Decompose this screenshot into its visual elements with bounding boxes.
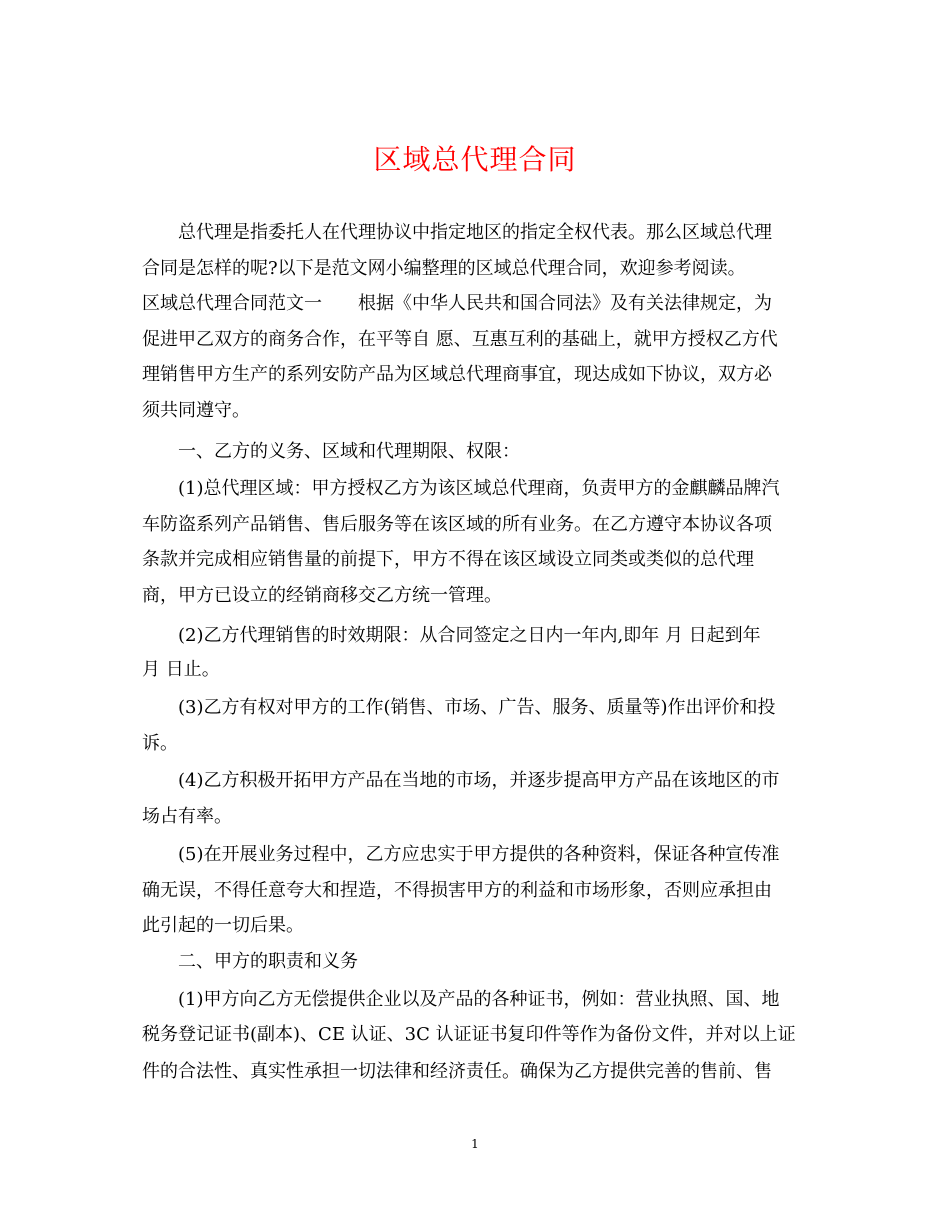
text-line: 车防盗系列产品销售、售后服务等在该区域的所有业务。在乙方遵守本协议各项 xyxy=(142,514,772,535)
text-line: (5)在开展业务过程中，乙方应忠实于甲方提供的各种资料，保证各种宣传准 xyxy=(142,844,780,865)
text-line: 场占有率。 xyxy=(142,806,232,827)
text-line: 区域总代理合同范文一 根据《中华人民共和国合同法》及有关法律规定，为 xyxy=(142,293,772,314)
text-line: 须共同遵守。 xyxy=(142,400,250,421)
section-heading: 一、乙方的义务、区域和代理期限、权限： xyxy=(142,441,520,462)
text-line: 此引起的一切后果。 xyxy=(142,915,304,936)
text-line: (1)甲方向乙方无偿提供企业以及产品的各种证书，例如：营业执照、国、地 xyxy=(142,989,780,1010)
text-line: 件的合法性、真实性承担一切法律和经济责任。确保为乙方提供完善的售前、售 xyxy=(142,1061,772,1082)
page-number: 1 xyxy=(471,1137,479,1151)
text-line: 商，甲方已设立的经销商移交乙方统一管理。 xyxy=(142,585,502,606)
text-line: 促进甲乙双方的商务合作，在平等自 愿、互惠互利的基础上，就甲方授权乙方代 xyxy=(142,329,778,350)
text-line: (3)乙方有权对甲方的工作(销售、市场、广告、服务、质量等)作出评价和投 xyxy=(142,697,776,718)
text-line: 确无误，不得任意夸大和捏造，不得损害甲方的利益和市场形象，否则应承担由 xyxy=(142,880,772,901)
section-heading: 二、甲方的职责和义务 xyxy=(142,951,358,972)
text-line: 总代理是指委托人在代理协议中指定地区的指定全权代表。那么区域总代理 xyxy=(142,222,772,243)
text-line: 合同是怎样的呢?以下是范文网小编整理的区域总代理合同，欢迎参考阅读。 xyxy=(142,258,746,279)
text-line: 理销售甲方生产的系列安防产品为区域总代理商事宜，现达成如下协议，双方必 xyxy=(142,364,772,385)
text-line: 税务登记证书(副本)、CE 认证、3C 认证证书复印件等作为备份文件，并对以上证 xyxy=(142,1024,796,1045)
text-line: 月 日止。 xyxy=(142,659,220,680)
text-line: 条款并完成相应销售量的前提下，甲方不得在该区域设立同类或类似的总代理 xyxy=(142,549,754,570)
text-line: (1)总代理区域：甲方授权乙方为该区域总代理商，负责甲方的金麒麟品牌汽 xyxy=(142,478,780,499)
text-line: 诉。 xyxy=(142,733,178,754)
text-line: (2)乙方代理销售的时效期限：从合同签定之日内一年内,即年 月 日起到年 xyxy=(142,625,761,646)
text-line: (4)乙方积极开拓甲方产品在当地的市场，并逐步提高甲方产品在该地区的市 xyxy=(142,770,780,791)
document-title: 区域总代理合同 xyxy=(373,143,577,176)
